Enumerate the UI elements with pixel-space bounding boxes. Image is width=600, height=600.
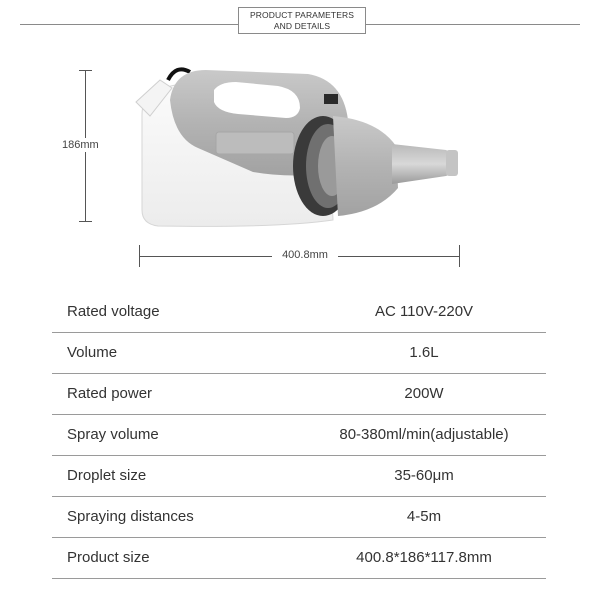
spec-row: [52, 497, 546, 538]
spec-value: 400.8*186*117.8mm: [356, 549, 492, 566]
spec-label: Product size: [67, 549, 150, 566]
spec-value: AC 110V-220V: [374, 303, 474, 320]
spec-row: [52, 415, 546, 456]
header-divider-left: [20, 24, 238, 25]
spec-label: Droplet size: [67, 467, 147, 484]
length-dimension-label: 400.8mm: [272, 249, 338, 261]
spec-table: [52, 292, 546, 579]
spec-label: Rated voltage: [67, 303, 160, 320]
spec-value: 200W: [404, 385, 444, 402]
sprayer-device-icon: [128, 60, 468, 235]
spec-row: [52, 333, 546, 374]
spec-row: [52, 456, 546, 497]
spec-label: Spraying distances: [67, 508, 194, 525]
height-dimension-tick-bottom: [79, 221, 92, 222]
spec-value: 35-60μm: [394, 467, 454, 484]
header-divider-right: [366, 24, 580, 25]
spec-value: 4-5m: [406, 508, 442, 525]
height-dimension-tick-top: [79, 70, 92, 71]
spec-label: Spray volume: [67, 426, 159, 443]
spec-value: 1.6L: [409, 344, 439, 361]
spec-row: [52, 538, 546, 579]
section-title: [238, 7, 366, 34]
spec-row: [52, 292, 546, 333]
section-title-line1: PRODUCT PARAMETERS: [250, 9, 354, 20]
length-dimension-tick-right: [459, 245, 460, 267]
spec-value: 80-380ml/min(adjustable): [339, 426, 509, 443]
spec-row: [52, 374, 546, 415]
spec-label: Rated power: [67, 385, 153, 402]
length-dimension-tick-left: [139, 245, 140, 267]
height-dimension-label: 186mm: [62, 138, 110, 152]
spec-label: Volume: [67, 344, 118, 361]
section-title-line2: AND DETAILS: [273, 20, 331, 31]
